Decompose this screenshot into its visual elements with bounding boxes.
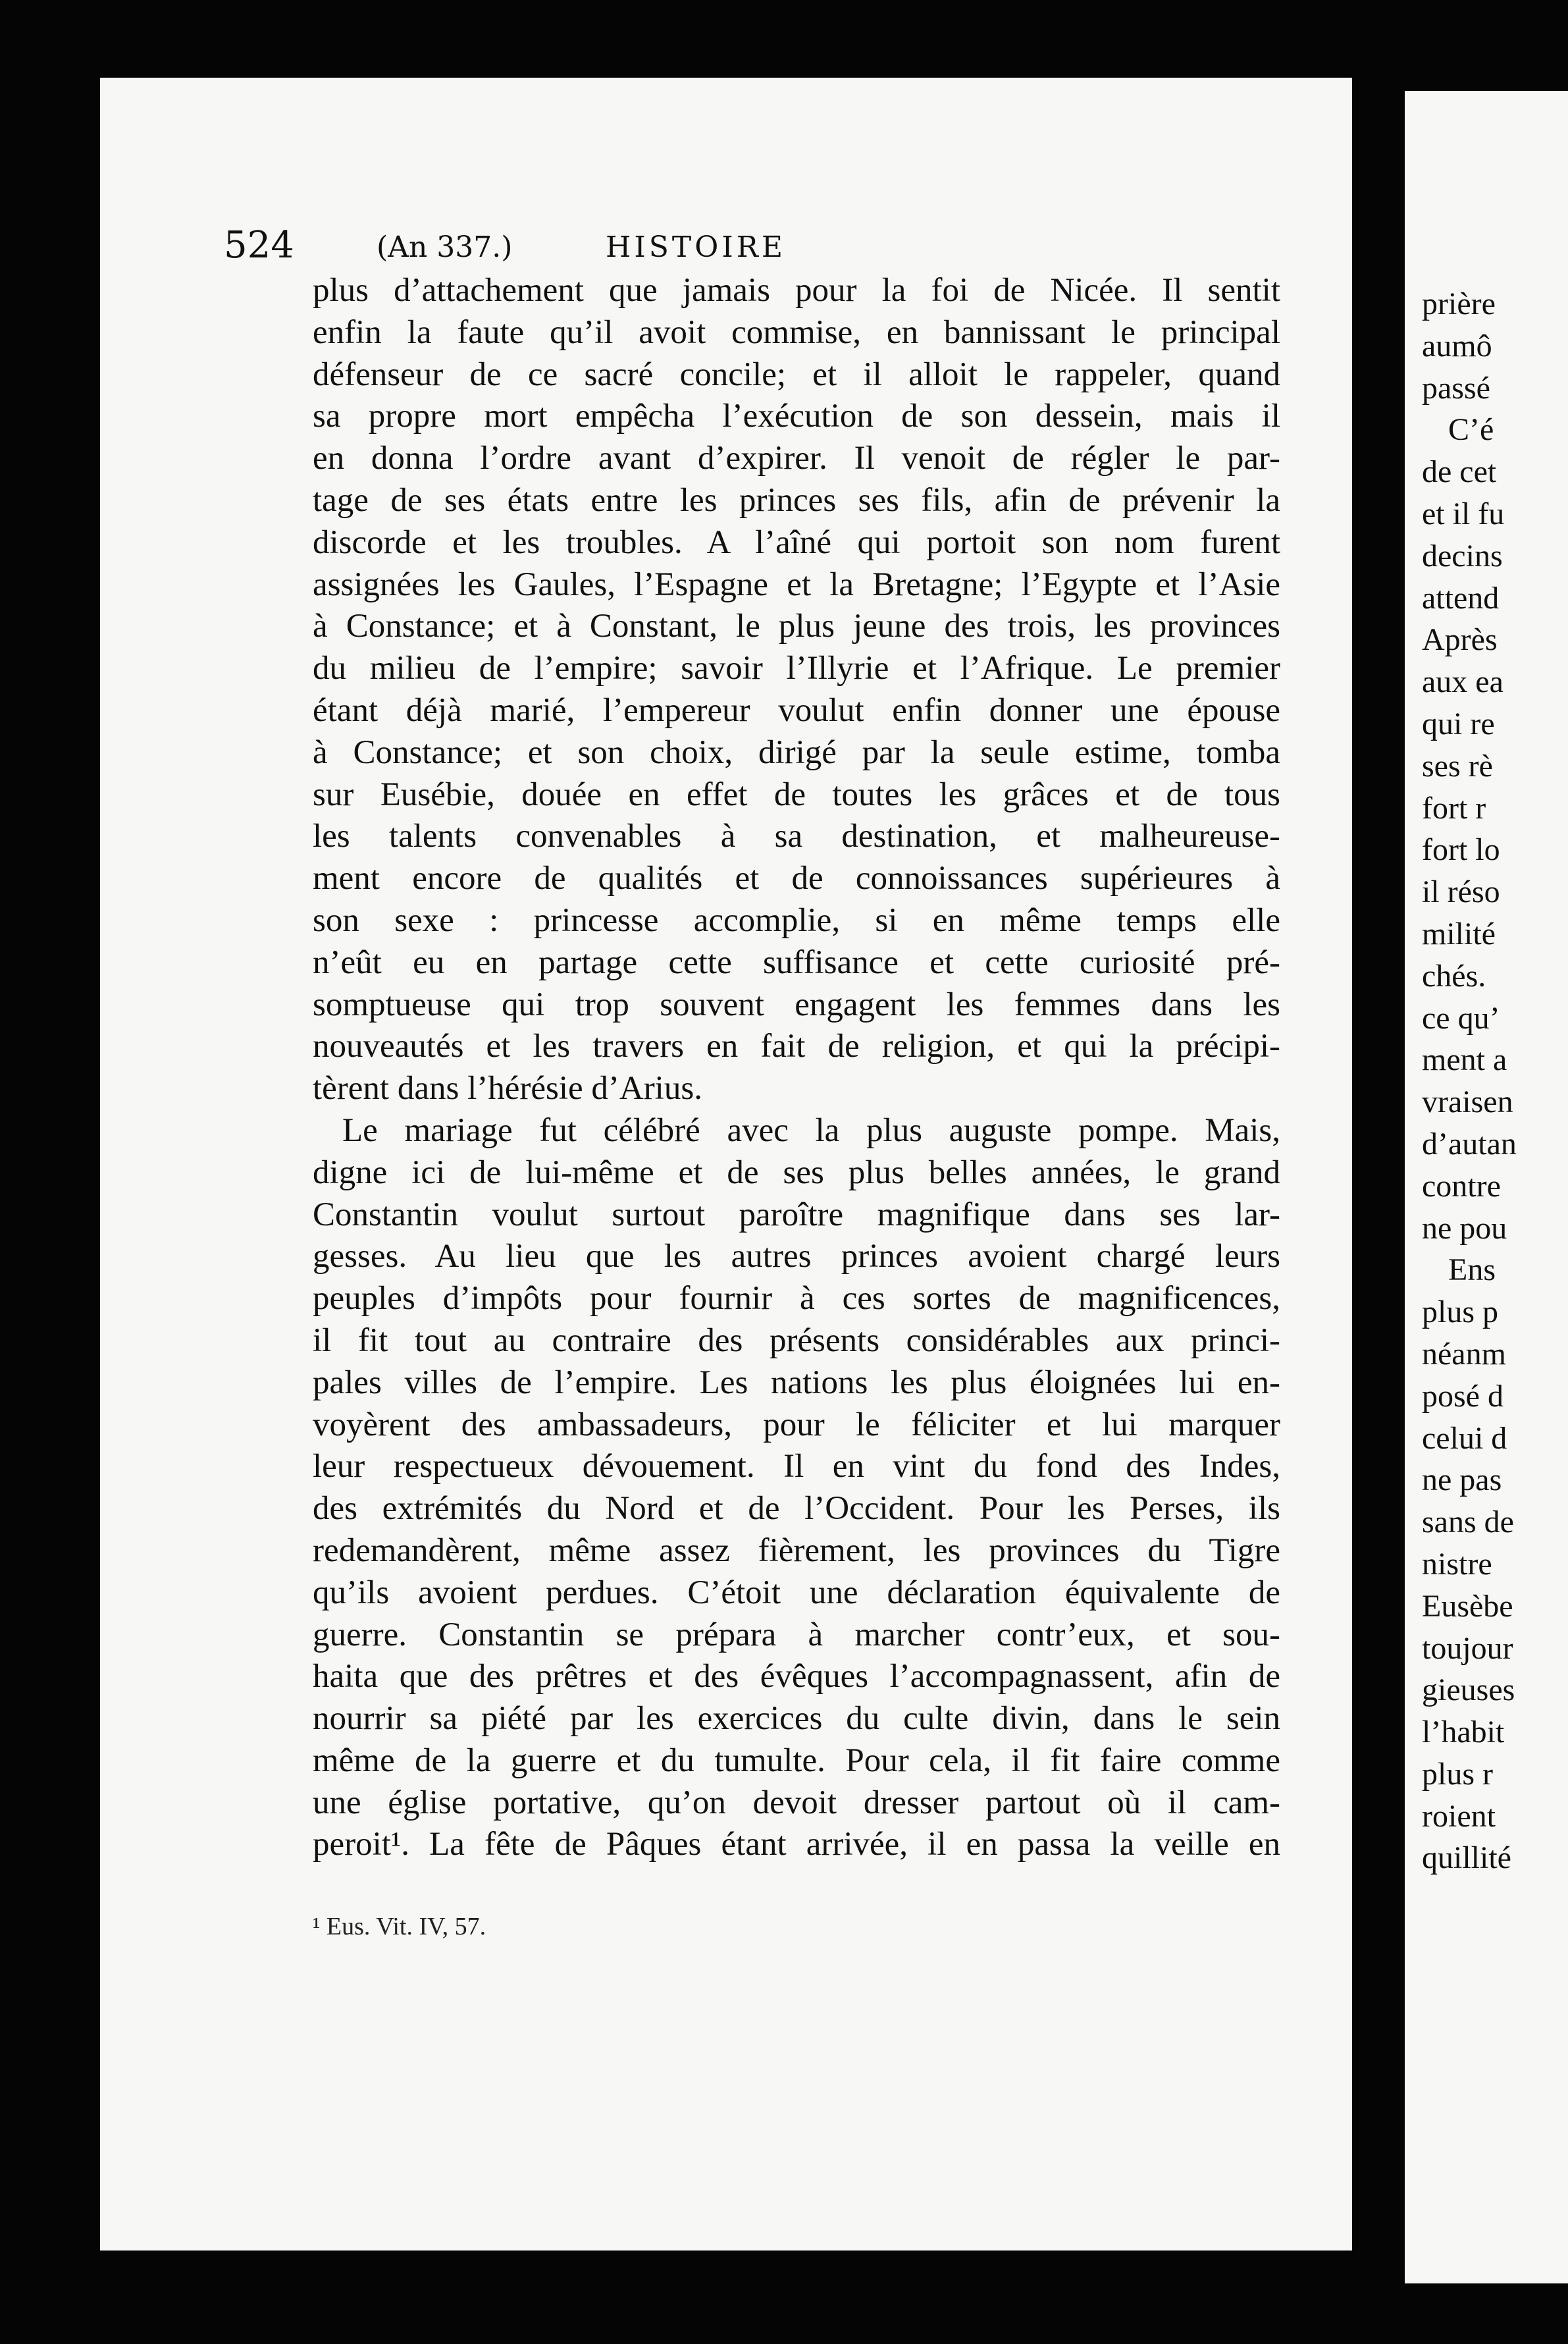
text-line: passé xyxy=(1422,370,1490,406)
footnote: ¹ Eus. Vit. IV, 57. xyxy=(313,1913,486,1940)
text-line: Constantin voulut surtout paroître magnifique dans ses lar- xyxy=(313,1196,1280,1233)
text-line: tèrent dans l’hérésie d’Arius. xyxy=(313,1070,702,1107)
text-line: de cet xyxy=(1422,454,1497,490)
text-line: n’eût eu en partage cette suffisance et cette curiosité pré- xyxy=(313,944,1280,981)
text-line: néanm xyxy=(1422,1336,1506,1372)
text-line: enfin la faute qu’il avoit commise, en bannissant le principal xyxy=(313,313,1280,351)
text-line: ment encore de qualités et de connoissances supérieures à xyxy=(313,860,1280,897)
text-line: ment a xyxy=(1422,1042,1507,1078)
text-line: discorde et les troubles. A l’aîné qui portoit son nom furent xyxy=(313,523,1280,561)
text-line: posé d xyxy=(1422,1378,1503,1414)
main-text-block xyxy=(313,270,1280,1866)
year-marker: (An 337.) xyxy=(377,230,513,264)
text-line: gieuses xyxy=(1422,1672,1515,1708)
text-line: sa propre mort empêcha l’exécution de son dessein, mais il xyxy=(313,398,1280,435)
text-line: à Constance; et à Constant, le plus jeune des trois, les provinces xyxy=(313,608,1280,645)
text-line: milité xyxy=(1422,916,1496,951)
text-line: plus r xyxy=(1422,1756,1493,1792)
text-line: digne ici de lui-même et de ses plus belles années, le grand xyxy=(313,1154,1280,1191)
text-line: nistre xyxy=(1422,1546,1492,1582)
text-line: et il fu xyxy=(1422,496,1505,531)
text-line: qu’ils avoient perdues. C’étoit une déclaration équivalente de xyxy=(313,1574,1280,1611)
text-line: somptueuse qui trop souvent engagent les femmes dans les xyxy=(313,986,1280,1023)
page-number: 524 xyxy=(224,224,294,267)
text-line: même de la guerre et du tumulte. Pour cela, il fit faire comme xyxy=(313,1742,1280,1779)
text-line: pales villes de l’empire. Les nations les plus éloignées lui en- xyxy=(313,1364,1280,1401)
text-line: fort lo xyxy=(1422,832,1500,868)
text-line: leur respectueux dévouement. Il en vint du fond des Indes, xyxy=(313,1448,1280,1485)
text-line: Eusèbe xyxy=(1422,1588,1513,1624)
text-line: aumô xyxy=(1422,328,1492,363)
text-line: peuples d’impôts pour fournir à ces sortes de magnificences, xyxy=(313,1280,1280,1318)
text-line: quillité xyxy=(1422,1840,1511,1876)
text-line: aux ea xyxy=(1422,664,1503,700)
text-line: attend xyxy=(1422,580,1500,616)
text-line: d’autan xyxy=(1422,1126,1517,1161)
text-line: il réso xyxy=(1422,874,1500,910)
text-line: plus d’attachement que jamais pour la foi de Nicée. Il sentit xyxy=(313,272,1280,309)
text-line: des extrémités du Nord et de l’Occident. Pour les Perses, ils xyxy=(313,1490,1280,1528)
text-line: à Constance; et son choix, dirigé par la seule estime, tomba xyxy=(313,733,1280,771)
page-header xyxy=(224,224,1290,270)
text-line: nourrir sa piété par les exercices du culte divin, dans le sein xyxy=(313,1700,1280,1738)
text-line: tage de ses états entre les princes ses fils, afin de prévenir la xyxy=(313,481,1280,519)
text-line: Ens xyxy=(1448,1252,1496,1288)
text-line: fort r xyxy=(1422,790,1486,826)
text-line: vraisen xyxy=(1422,1084,1513,1120)
text-line: assignées les Gaules, l’Espagne et la Bretagne; l’Egypte et l’Asie xyxy=(313,566,1280,603)
text-line: guerre. Constantin se prépara à marcher contr’eux, et sou- xyxy=(313,1616,1280,1653)
text-line: voyèrent des ambassadeurs, pour le féliciter et lui marquer xyxy=(313,1406,1280,1443)
text-line: Après xyxy=(1422,622,1498,658)
text-line: les talents convenables à sa destination, et malheureuse- xyxy=(313,818,1280,855)
text-line: decins xyxy=(1422,538,1503,573)
text-line: du milieu de l’empire; savoir l’Illyrie et l’Afrique. Le premier xyxy=(313,650,1280,687)
text-line: C’é xyxy=(1448,412,1494,448)
text-line: Le mariage fut célébré avec la plus auguste pompe. Mais, xyxy=(342,1111,1280,1149)
text-line: en donna l’ordre avant d’expirer. Il venoit de régler le par- xyxy=(313,440,1280,477)
text-line: étant déjà marié, l’empereur voulut enfin donner une épouse xyxy=(313,691,1280,729)
text-line: haita que des prêtres et des évêques l’accompagnassent, afin de xyxy=(313,1658,1280,1695)
text-line: gesses. Au lieu que les autres princes avoient chargé leurs xyxy=(313,1238,1280,1275)
text-line: ne pou xyxy=(1422,1210,1507,1246)
text-line: ce qu’ xyxy=(1422,1000,1500,1036)
text-line: qui re xyxy=(1422,706,1495,741)
text-line: redemandèrent, même assez fièrement, les provinces du Tigre xyxy=(313,1532,1280,1569)
text-line: toujour xyxy=(1422,1630,1513,1666)
running-title: HISTOIRE xyxy=(606,230,786,264)
text-line: prière xyxy=(1422,286,1496,321)
text-line: ne pas xyxy=(1422,1462,1502,1498)
text-line: défenseur de ce sacré concile; et il alloit le rappeler, quand xyxy=(313,356,1280,393)
text-line: l’habit xyxy=(1422,1715,1505,1750)
text-line: contre xyxy=(1422,1168,1501,1204)
text-line: il fit tout au contraire des présents considérables aux princi- xyxy=(313,1321,1280,1359)
text-line: ses rè xyxy=(1422,748,1493,784)
text-line: peroit¹. La fête de Pâques étant arrivée, il en passa la veille en xyxy=(313,1826,1280,1863)
text-line: roient xyxy=(1422,1798,1496,1834)
text-line: plus p xyxy=(1422,1294,1499,1330)
text-line: nouveautés et les travers en fait de religion, et qui la précipi- xyxy=(313,1028,1280,1065)
text-line: une église portative, qu’on devoit dresser partout où il cam- xyxy=(313,1784,1280,1821)
text-line: chés. xyxy=(1422,958,1486,994)
text-line: son sexe : princesse accomplie, si en même temps elle xyxy=(313,901,1280,939)
right-page-text xyxy=(1422,283,1568,1879)
text-line: sans de xyxy=(1422,1505,1514,1540)
text-line: sur Eusébie, douée en effet de toutes les grâces et de tous xyxy=(313,776,1280,813)
text-line: celui d xyxy=(1422,1420,1507,1456)
